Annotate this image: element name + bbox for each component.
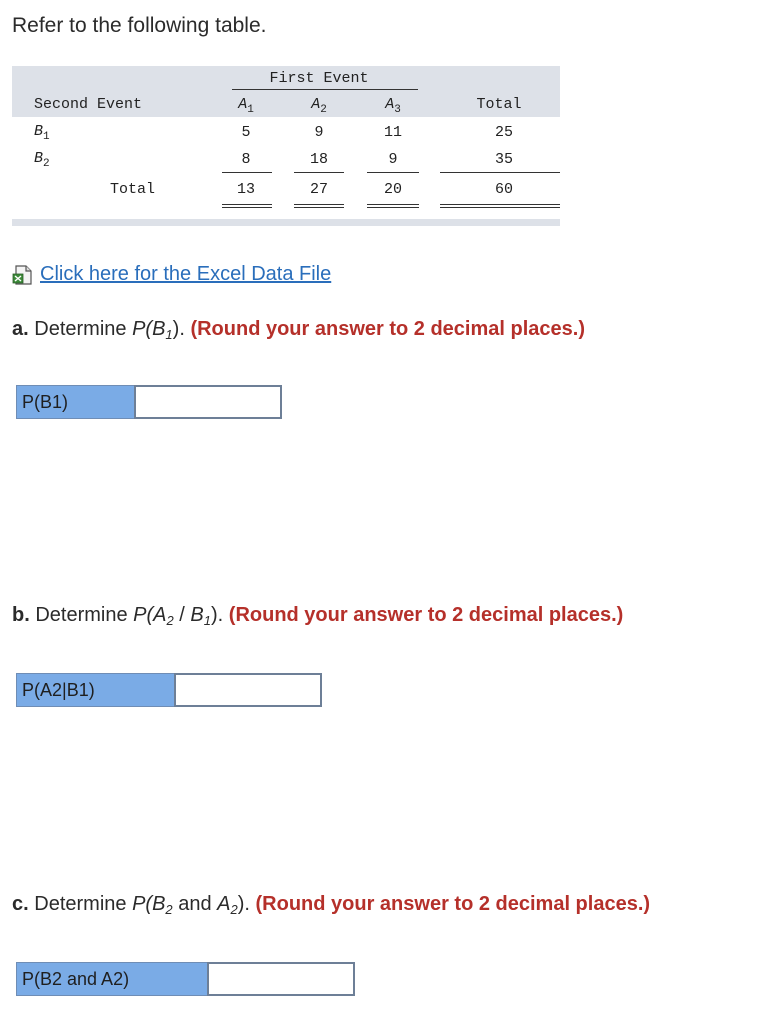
cell-b2-a1: 8 — [241, 151, 251, 168]
cell-b1-a1: 5 — [241, 124, 251, 141]
excel-data-link[interactable]: Click here for the Excel Data File — [40, 263, 332, 285]
question-c-expression: $P(B_2$ and $A_2$ — [132, 893, 238, 917]
question-b-text: Determine — [35, 604, 128, 626]
subtotal-rule-a2 — [294, 172, 344, 173]
cell-b1-total: 25 — [494, 124, 514, 141]
total-double-rule-total — [440, 204, 560, 208]
first-event-underline — [232, 89, 418, 90]
subtotal-rule-a1 — [222, 172, 272, 173]
question-b-expression: $P(A_2 / B_1$ — [133, 604, 211, 628]
question-a-text: Determine — [34, 318, 127, 340]
excel-link-row[interactable] — [12, 263, 331, 286]
cell-b2-a2: 18 — [309, 151, 329, 168]
answer-c-label: P(B2 and A2) — [16, 962, 207, 996]
answer-b-label: P(A2|B1) — [16, 673, 174, 707]
cell-b1-a3: 11 — [383, 124, 403, 141]
question-a-expression: $P(B_1$ — [132, 318, 173, 342]
question-b-hint: (Round your answer to 2 decimal places.) — [228, 604, 624, 626]
question-a-hint: (Round your answer to 2 decimal places.) — [190, 318, 585, 340]
question-c-text: Determine — [34, 893, 127, 915]
first-event-header: First Event — [269, 70, 369, 87]
question-c-label: c. — [12, 893, 29, 915]
col-header-a2: $A_2$ — [311, 96, 327, 116]
cell-b1-a2: 9 — [314, 124, 324, 141]
total-a3: 20 — [383, 181, 403, 198]
total-double-rule-a3 — [367, 204, 419, 208]
subtotal-rule-a3 — [367, 172, 419, 173]
cell-b2-total: 35 — [494, 151, 514, 168]
total-a2: 27 — [309, 181, 329, 198]
col-header-a1: $A_1$ — [238, 96, 254, 116]
question-b-label: b. — [12, 604, 30, 626]
answer-c-input[interactable] — [207, 962, 355, 996]
total-a1: 13 — [236, 181, 256, 198]
total-double-rule-a1 — [222, 204, 272, 208]
col-header-total: Total — [476, 96, 522, 113]
question-b: b. Determine $P(A_2 / B_1)$. (Round your answer to 2 decimal places.) — [12, 604, 624, 628]
second-event-header: Second Event — [34, 96, 143, 113]
total-double-rule-a2 — [294, 204, 344, 208]
col-header-a3: $A_3$ — [385, 96, 401, 116]
answer-b — [16, 673, 322, 707]
question-c-hint: (Round your answer to 2 decimal places.) — [255, 893, 651, 915]
subtotal-rule-total — [440, 172, 560, 173]
question-a-label: a. — [12, 318, 29, 340]
row-label-b1: $B_1$ — [34, 123, 50, 143]
answer-c — [16, 962, 355, 996]
answer-a-label: P(B1) — [16, 385, 134, 419]
answer-b-input[interactable] — [174, 673, 322, 707]
table-footer-band — [12, 219, 560, 226]
data-table — [12, 66, 560, 226]
intro-text: Refer to the following table. — [12, 14, 267, 37]
total-row-label: Total — [110, 181, 156, 198]
cell-b2-a3: 9 — [388, 151, 398, 168]
question-a: a. Determine $P(B_1)$. (Round your answer to 2 decimal places.) — [12, 318, 585, 342]
grand-total: 60 — [494, 181, 514, 198]
question-c: c. Determine $P(B_2$ and $A_2$). (Round your answer to 2 decimal places.) — [12, 893, 651, 917]
excel-file-icon[interactable] — [12, 264, 34, 286]
answer-a — [16, 385, 282, 419]
answer-a-input[interactable] — [134, 385, 282, 419]
row-label-b2: $B_2$ — [34, 150, 50, 170]
